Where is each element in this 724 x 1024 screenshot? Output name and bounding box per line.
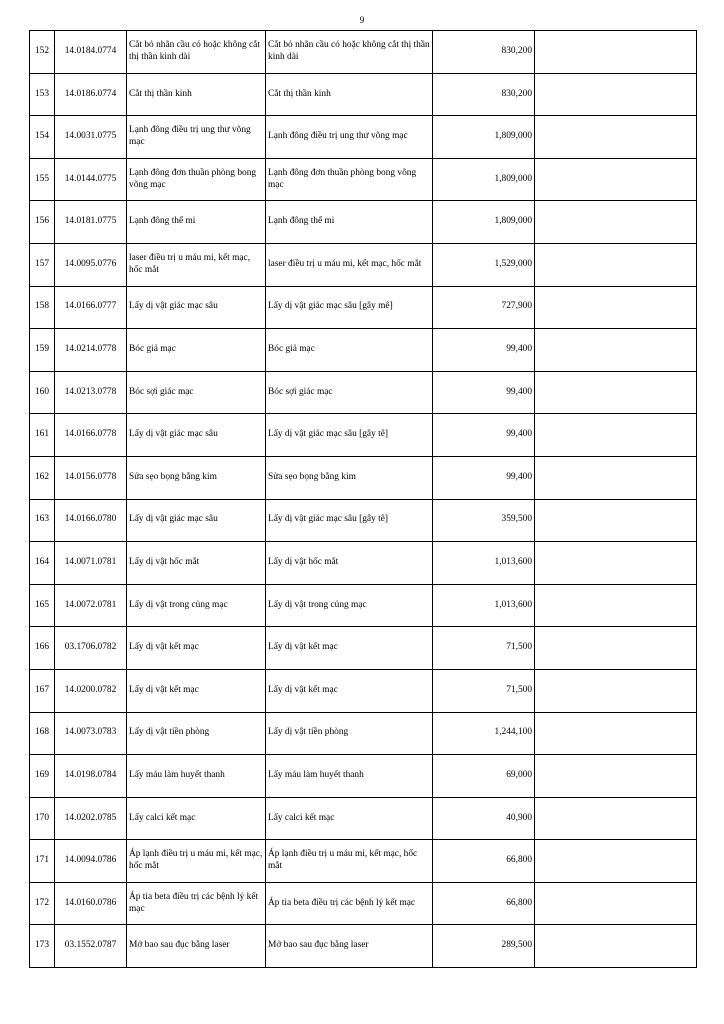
procedure-name-cell: Lấy dị vật hốc mắt [127,542,266,585]
procedure-name-cell: Cắt thị thần kinh [127,73,266,116]
row-number-cell: 156 [30,201,55,244]
table-row [30,755,697,798]
row-number-cell: 171 [30,840,55,883]
note-cell [535,584,697,627]
row-number-cell: 163 [30,499,55,542]
price-cell: 99,400 [433,414,535,457]
price-cell: 99,400 [433,456,535,499]
approved-name-cell: Lấy dị vật kết mạc [266,669,433,712]
table-row [30,456,697,499]
row-number-cell: 170 [30,797,55,840]
table-row [30,371,697,414]
procedure-name-cell: Lạnh đông điều trị ung thư võng mạc [127,116,266,159]
row-number-cell: 172 [30,882,55,925]
table-row [30,499,697,542]
note-cell [535,542,697,585]
row-number-cell: 157 [30,243,55,286]
page-number: 9 [359,15,365,25]
service-code-cell: 14.0213.0778 [55,371,127,414]
note-cell [535,499,697,542]
procedure-name-cell: Cắt bỏ nhãn cầu có hoặc không cắt thị thần kinh dài [127,31,266,74]
service-code-cell: 14.0094.0786 [55,840,127,883]
price-cell: 1,529,000 [433,243,535,286]
price-cell: 1,013,600 [433,584,535,627]
price-cell: 727,900 [433,286,535,329]
price-table [29,30,697,968]
approved-name-cell: Lấy dị vật giác mạc sâu [gây tê] [266,414,433,457]
row-number-cell: 164 [30,542,55,585]
table-row [30,158,697,201]
procedure-name-cell: Lấy dị vật giác mạc sâu [127,286,266,329]
procedure-name-cell: Sửa sẹo bọng bằng kim [127,456,266,499]
price-cell: 359,500 [433,499,535,542]
note-cell [535,797,697,840]
service-code-cell: 14.0166.0780 [55,499,127,542]
price-cell: 830,200 [433,73,535,116]
note-cell [535,414,697,457]
row-number-cell: 160 [30,371,55,414]
table-row [30,797,697,840]
row-number-cell: 155 [30,158,55,201]
procedure-name-cell: Lấy dị vật trong củng mạc [127,584,266,627]
procedure-name-cell: Lấy dị vật giác mạc sâu [127,414,266,457]
procedure-name-cell: Lấy calci kết mạc [127,797,266,840]
price-cell: 66,800 [433,882,535,925]
price-cell: 99,400 [433,329,535,372]
table-row [30,925,697,968]
table-row [30,286,697,329]
price-cell: 289,500 [433,925,535,968]
service-code-cell: 14.0095.0776 [55,243,127,286]
price-cell: 830,200 [433,31,535,74]
approved-name-cell: Mở bao sau đục bằng laser [266,925,433,968]
table-row [30,584,697,627]
row-number-cell: 153 [30,73,55,116]
note-cell [535,840,697,883]
note-cell [535,627,697,670]
service-code-cell: 14.0186.0774 [55,73,127,116]
price-cell: 1,013,600 [433,542,535,585]
note-cell [535,201,697,244]
price-cell: 1,244,100 [433,712,535,755]
table-row [30,627,697,670]
approved-name-cell: Áp lạnh điều trị u máu mi, kết mạc, hốc mắt [266,840,433,883]
price-cell: 1,809,000 [433,158,535,201]
procedure-name-cell: Lạnh đông thể mi [127,201,266,244]
approved-name-cell: Lấy dị vật hốc mắt [266,542,433,585]
approved-name-cell: Cắt thị thần kinh [266,73,433,116]
approved-name-cell: Cắt bỏ nhãn cầu có hoặc không cắt thị thần kinh dài [266,31,433,74]
service-code-cell: 14.0072.0781 [55,584,127,627]
table-row [30,73,697,116]
table-row [30,669,697,712]
note-cell [535,669,697,712]
row-number-cell: 169 [30,755,55,798]
approved-name-cell: Sửa sẹo bọng bằng kim [266,456,433,499]
service-code-cell: 14.0073.0783 [55,712,127,755]
approved-name-cell: Lạnh đông điều trị ung thư võng mạc [266,116,433,159]
approved-name-cell: Bóc giả mạc [266,329,433,372]
procedure-name-cell: Mở bao sau đục bằng laser [127,925,266,968]
table-row [30,31,697,74]
note-cell [535,116,697,159]
approved-name-cell: Bóc sợi giác mạc [266,371,433,414]
row-number-cell: 173 [30,925,55,968]
approved-name-cell: Lấy dị vật giác mạc sâu [gây tê] [266,499,433,542]
approved-name-cell: Lấy dị vật tiền phòng [266,712,433,755]
approved-name-cell: Lấy dị vật trong củng mạc [266,584,433,627]
row-number-cell: 152 [30,31,55,74]
service-code-cell: 14.0031.0775 [55,116,127,159]
service-code-cell: 14.0214.0778 [55,329,127,372]
note-cell [535,755,697,798]
table-row [30,840,697,883]
row-number-cell: 162 [30,456,55,499]
price-cell: 40,900 [433,797,535,840]
service-code-cell: 14.0181.0775 [55,201,127,244]
procedure-name-cell: laser điều trị u máu mi, kết mạc, hốc mắt [127,243,266,286]
table-row [30,414,697,457]
note-cell [535,329,697,372]
service-code-cell: 14.0200.0782 [55,669,127,712]
row-number-cell: 166 [30,627,55,670]
service-code-cell: 14.0160.0786 [55,882,127,925]
price-cell: 69,000 [433,755,535,798]
approved-name-cell: Lạnh đông thể mi [266,201,433,244]
service-code-cell: 03.1706.0782 [55,627,127,670]
table-row [30,712,697,755]
service-code-cell: 14.0166.0777 [55,286,127,329]
service-code-cell: 14.0202.0785 [55,797,127,840]
note-cell [535,31,697,74]
approved-name-cell: Lấy dị vật giác mạc sâu [gây mê] [266,286,433,329]
approved-name-cell: Lạnh đông đơn thuần phòng bong võng mạc [266,158,433,201]
note-cell [535,158,697,201]
procedure-name-cell: Lấy dị vật kết mạc [127,669,266,712]
service-code-cell: 14.0184.0774 [55,31,127,74]
row-number-cell: 154 [30,116,55,159]
procedure-name-cell: Lạnh đông đơn thuần phòng bong võng mạc [127,158,266,201]
service-code-cell: 14.0071.0781 [55,542,127,585]
price-cell: 99,400 [433,371,535,414]
service-code-cell: 14.0156.0778 [55,456,127,499]
approved-name-cell: Lấy calci kết mạc [266,797,433,840]
note-cell [535,925,697,968]
procedure-name-cell: Lấy máu làm huyết thanh [127,755,266,798]
note-cell [535,371,697,414]
approved-name-cell: Lấy dị vật kết mạc [266,627,433,670]
row-number-cell: 161 [30,414,55,457]
approved-name-cell: Áp tia beta điều trị các bệnh lý kết mạc [266,882,433,925]
row-number-cell: 168 [30,712,55,755]
procedure-name-cell: Áp tia beta điều trị các bệnh lý kết mạc [127,882,266,925]
service-code-cell: 03.1552.0787 [55,925,127,968]
table-row [30,116,697,159]
price-cell: 71,500 [433,669,535,712]
procedure-name-cell: Áp lạnh điều trị u máu mi, kết mạc, hốc mắt [127,840,266,883]
price-cell: 66,800 [433,840,535,883]
price-cell: 1,809,000 [433,116,535,159]
service-code-cell: 14.0144.0775 [55,158,127,201]
service-code-cell: 14.0166.0778 [55,414,127,457]
approved-name-cell: laser điều trị u máu mi, kết mạc, hốc mắt [266,243,433,286]
table-row [30,882,697,925]
approved-name-cell: Lấy máu làm huyết thanh [266,755,433,798]
table-row [30,542,697,585]
note-cell [535,712,697,755]
service-code-cell: 14.0198.0784 [55,755,127,798]
procedure-name-cell: Lấy dị vật giác mạc sâu [127,499,266,542]
row-number-cell: 167 [30,669,55,712]
price-table-body [30,31,697,968]
note-cell [535,286,697,329]
procedure-name-cell: Bóc sợi giác mạc [127,371,266,414]
table-row [30,201,697,244]
table-row [30,329,697,372]
procedure-name-cell: Lấy dị vật tiền phòng [127,712,266,755]
table-row [30,243,697,286]
note-cell [535,456,697,499]
price-cell: 71,500 [433,627,535,670]
row-number-cell: 165 [30,584,55,627]
note-cell [535,882,697,925]
note-cell [535,243,697,286]
price-cell: 1,809,000 [433,201,535,244]
note-cell [535,73,697,116]
row-number-cell: 159 [30,329,55,372]
row-number-cell: 158 [30,286,55,329]
procedure-name-cell: Bóc giả mạc [127,329,266,372]
procedure-name-cell: Lấy dị vật kết mạc [127,627,266,670]
